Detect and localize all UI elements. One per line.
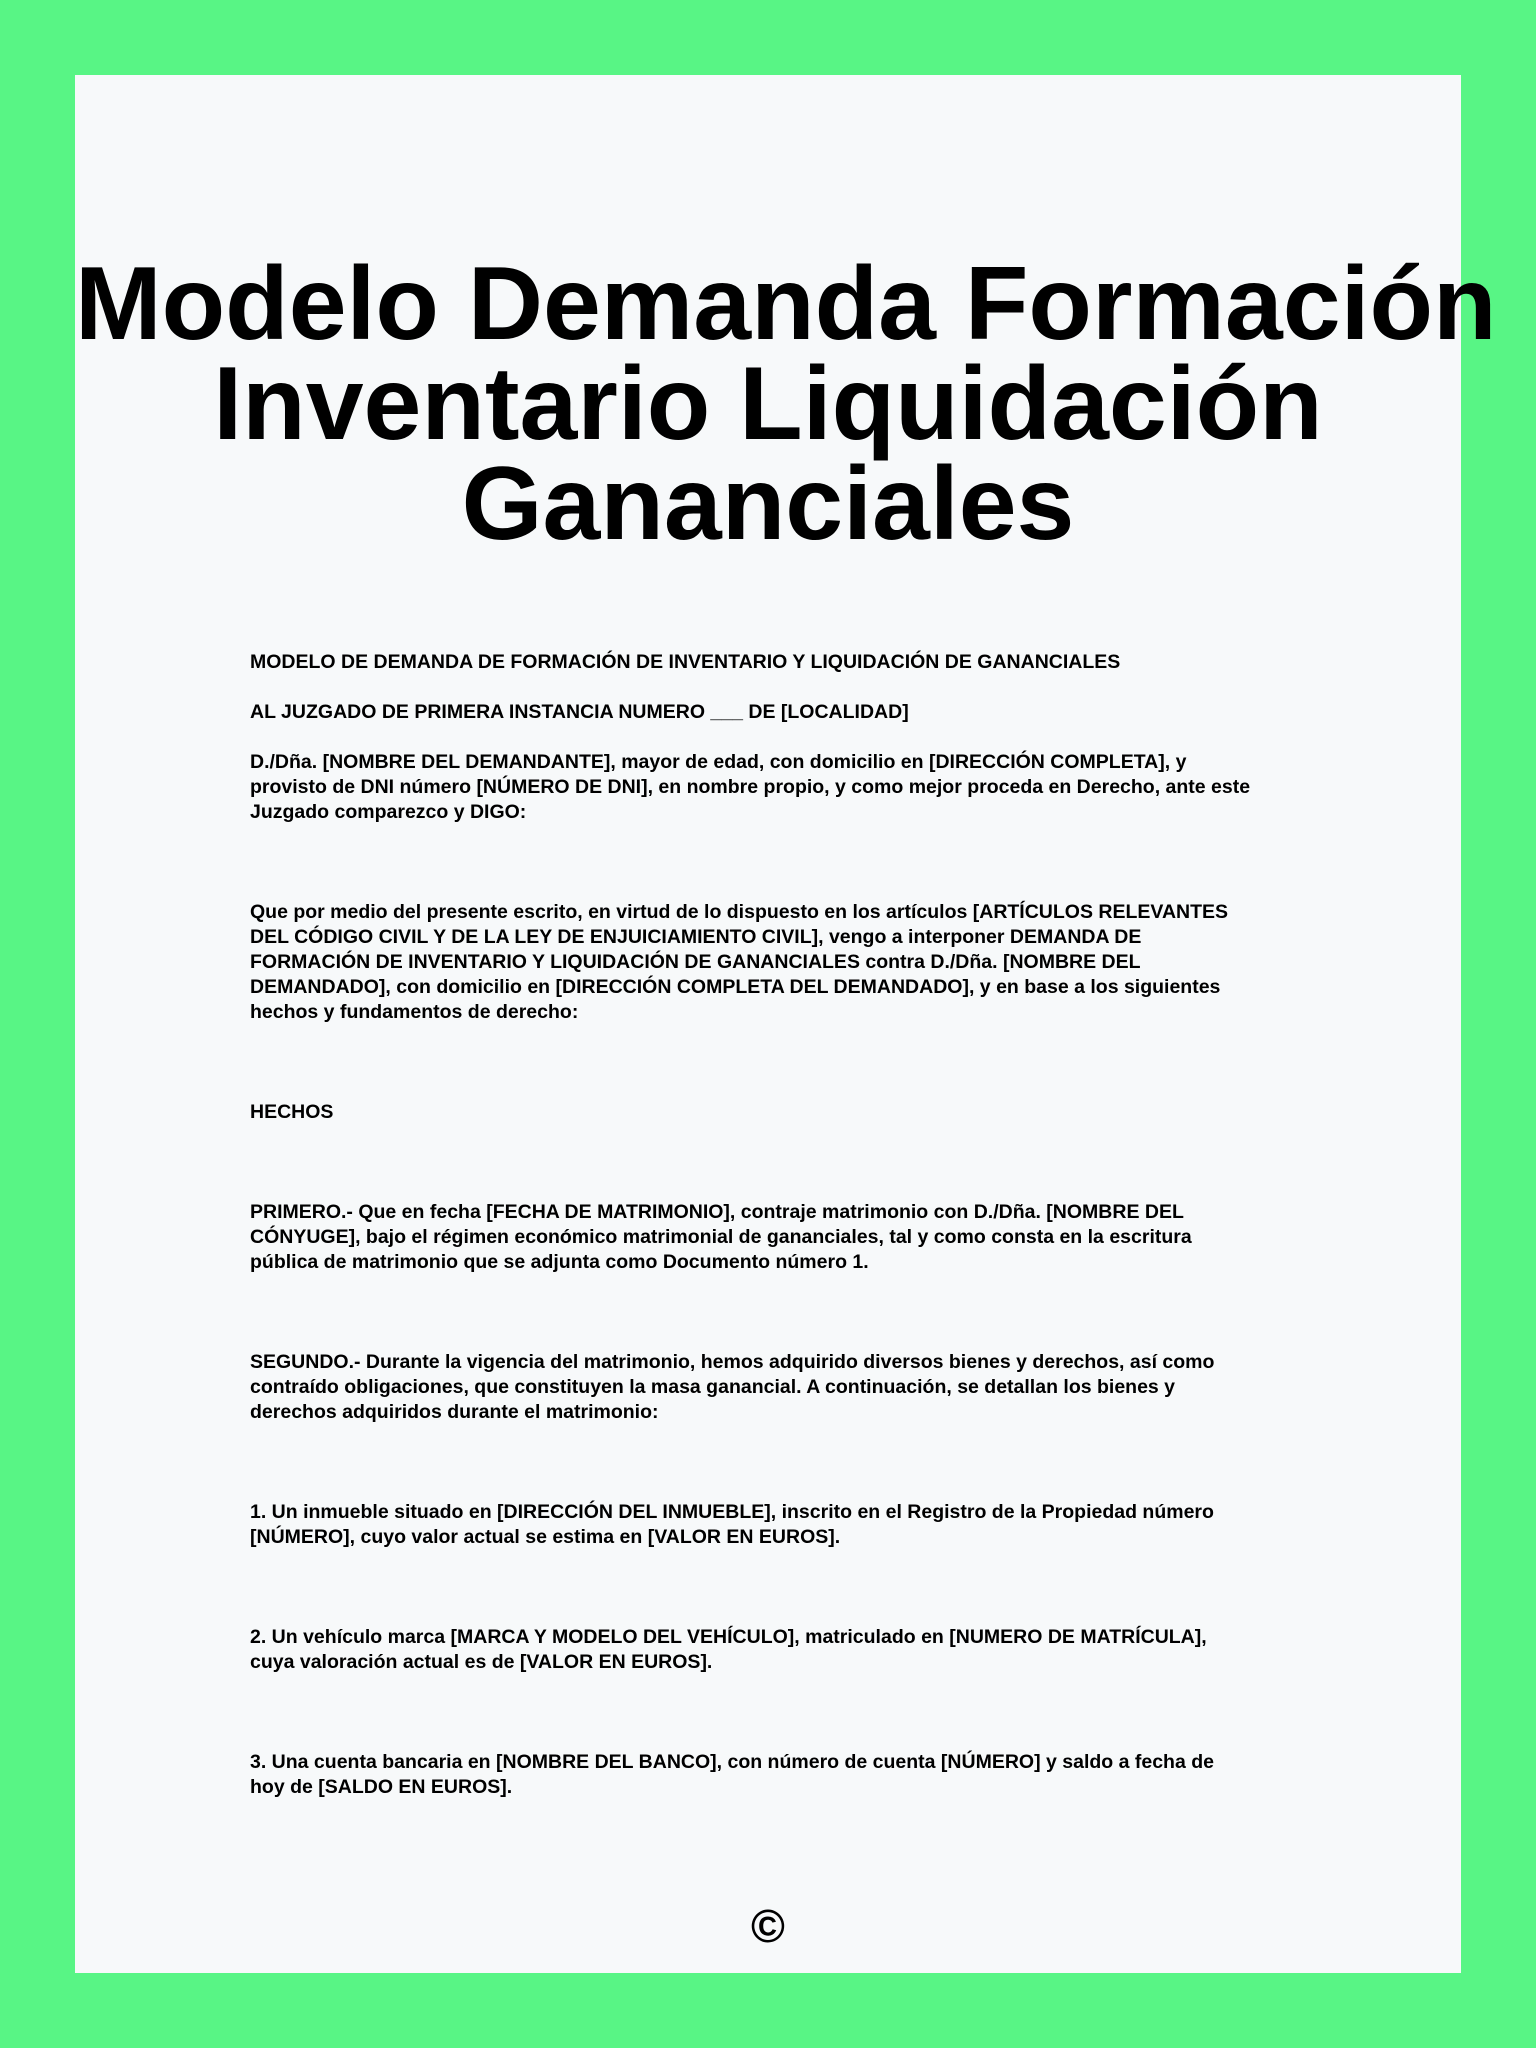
page-title [75,246,1497,562]
title-line-2: Inventario Liquidación [213,346,1323,462]
intro-line-1: D./Dña. [NOMBRE DEL DEMANDANTE], mayor de edad, con domicilio en [DIRECCIÓN COMPLETA], y [250,751,1187,773]
copyright-icon: © [751,1900,785,1952]
title-line-1: Modelo Demanda Formación [75,246,1497,362]
statement-line-5: hechos y fundamentos de derecho: [250,1001,579,1023]
first-fact-line-3: pública de matrimonio que se adjunta como Documento número 1. [250,1251,869,1273]
court-line: AL JUZGADO DE PRIMERA INSTANCIA NUMERO ___ DE [LOCALIDAD] [250,701,909,723]
list-item-3-line-2: hoy de [SALDO EN EUROS]. [250,1776,513,1798]
second-fact-line-1: SEGUNDO.- Durante la vigencia del matrimonio, hemos adquirido diversos bienes y derechos, así como [250,1351,1215,1373]
first-fact-line-2: CÓNYUGE], bajo el régimen económico matrimonial de gananciales, tal y como consta en la escritura [250,1226,1192,1248]
intro-line-2: provisto de DNI número [NÚMERO DE DNI], en nombre propio, y como mejor proceda en Derecho, ante este [250,776,1251,798]
statement-line-2: DEL CÓDIGO CIVIL Y DE LA LEY DE ENJUICIAMIENTO CIVIL], vengo a interponer DEMANDA DE [250,926,1142,948]
facts-heading: HECHOS [250,1101,334,1123]
list-item-1-line-2: [NÚMERO], cuyo valor actual se estima en [VALOR EN EUROS]. [250,1526,841,1548]
second-fact-line-3: derechos adquiridos durante el matrimonio: [250,1401,659,1423]
second-fact-line-2: contraído obligaciones, que constituyen la masa ganancial. A continuación, se detallan los bienes y [250,1376,1176,1398]
list-item-2-line-2: cuya valoración actual es de [VALOR EN EUROS]. [250,1651,713,1673]
first-fact-line-1: PRIMERO.- Que en fecha [FECHA DE MATRIMONIO], contraje matrimonio con D./Dña. [NOMBRE DEL [250,1201,1184,1223]
statement-line-3: FORMACIÓN DE INVENTARIO Y LIQUIDACIÓN DE GANANCIALES contra D./Dña. [NOMBRE DEL [250,951,1141,973]
intro-line-3: Juzgado comparezco y DIGO: [250,801,527,823]
list-item-1-line-1: 1. Un inmueble situado en [DIRECCIÓN DEL INMUEBLE], inscrito en el Registro de la Propiedad número [250,1501,1214,1523]
statement-line-4: DEMANDADO], con domicilio en [DIRECCIÓN COMPLETA DEL DEMANDADO], y en base a los siguientes [250,976,1221,998]
title-line-3: Gananciales [461,446,1075,562]
document-heading: MODELO DE DEMANDA DE FORMACIÓN DE INVENTARIO Y LIQUIDACIÓN DE GANANCIALES [250,651,1121,673]
document-page [75,75,1497,1973]
list-item-2-line-1: 2. Un vehículo marca [MARCA Y MODELO DEL VEHÍCULO], matriculado en [NUMERO DE MATRÍCULA], [250,1626,1207,1648]
statement-line-1: Que por medio del presente escrito, en virtud de lo dispuesto en los artículos [ARTÍCULOS RELEVANTES [250,901,1229,923]
list-item-3-line-1: 3. Una cuenta bancaria en [NOMBRE DEL BANCO], con número de cuenta [NÚMERO] y saldo a fecha de [250,1751,1214,1773]
document-body [250,650,1350,1800]
